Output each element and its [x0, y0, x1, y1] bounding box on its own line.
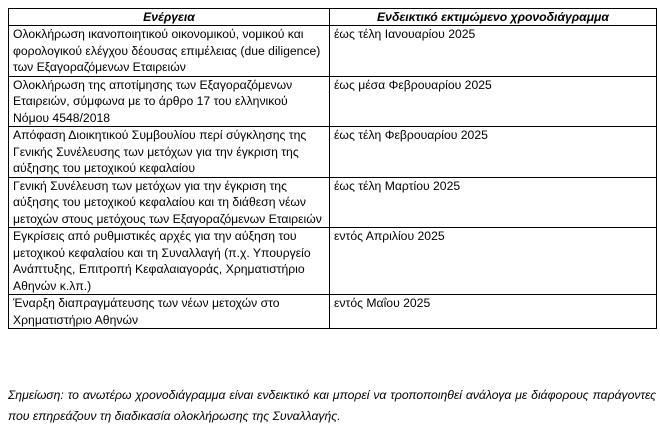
- table-header-row: [9, 9, 657, 26]
- footnote: Σημείωση: το ανωτέρω χρονοδιάγραμμα είναι ενδεικτικό και μπορεί να τροποποιηθεί ανάλογα με διάφορους παράγοντες που επηρεάζουν τη διαδικασία ολοκλήρωσης της Συναλλαγής.: [8, 388, 656, 423]
- row-action: Ολοκλήρωση της αποτίμησης των Εξαγοραζόμενων Εταιρειών, σύμφωνα με το άρθρο 17 του ελληνικού Νόμου 4548/2018: [9, 76, 330, 127]
- row-timeline: έως τέλη Φεβρουαρίου 2025: [330, 127, 657, 178]
- timeline-table: [8, 8, 657, 329]
- row-timeline: εντός Μαΐου 2025: [330, 295, 657, 329]
- row-timeline: έως τέλη Ιανουαρίου 2025: [330, 26, 657, 77]
- table-row: [9, 177, 657, 228]
- table-row: [9, 127, 657, 178]
- header-action: Ενέργεια: [9, 9, 330, 26]
- row-action: Εγκρίσεις από ρυθμιστικές αρχές για την αύξηση του μετοχικού κεφαλαίου και τη Συναλλαγή (π.χ. Υπουργείο Ανάπτυξης, Επιτροπή Κεφαλαιαγοράς, Χρηματιστήριο Αθηνών κ.λπ.): [9, 228, 330, 295]
- row-action: Ολοκλήρωση ικανοποιητικού οικονομικού, νομικού και φορολογικού ελέγχου δέουσας επιμέλειας (due diligence) των Εξαγοραζόμενων Εταιρειών: [9, 26, 330, 77]
- table-row: [9, 26, 657, 77]
- table-row: [9, 295, 657, 329]
- header-timeline: Ενδεικτικό εκτιμώμενο χρονοδιάγραμμα: [330, 9, 657, 26]
- row-action: Απόφαση Διοικητικού Συμβουλίου περί σύγκλησης της Γενικής Συνέλευσης των μετόχων για την έγκριση της αύξησης του μετοχικού κεφαλαίου: [9, 127, 330, 178]
- row-timeline: έως μέσα Φεβρουαρίου 2025: [330, 76, 657, 127]
- row-action: Γενική Συνέλευση των μετόχων για την έγκριση της αύξησης του μετοχικού κεφαλαίου και τη διάθεση νέων μετοχών στους μετόχους των Εξαγοραζόμενων Εταιρειών: [9, 177, 330, 228]
- table-row: [9, 228, 657, 295]
- row-action: Έναρξη διαπραγμάτευσης των νέων μετοχών στο Χρηματιστήριο Αθηνών: [9, 295, 330, 329]
- row-timeline: εντός Απριλίου 2025: [330, 228, 657, 295]
- row-timeline: έως τέλη Μαρτίου 2025: [330, 177, 657, 228]
- table-row: [9, 76, 657, 127]
